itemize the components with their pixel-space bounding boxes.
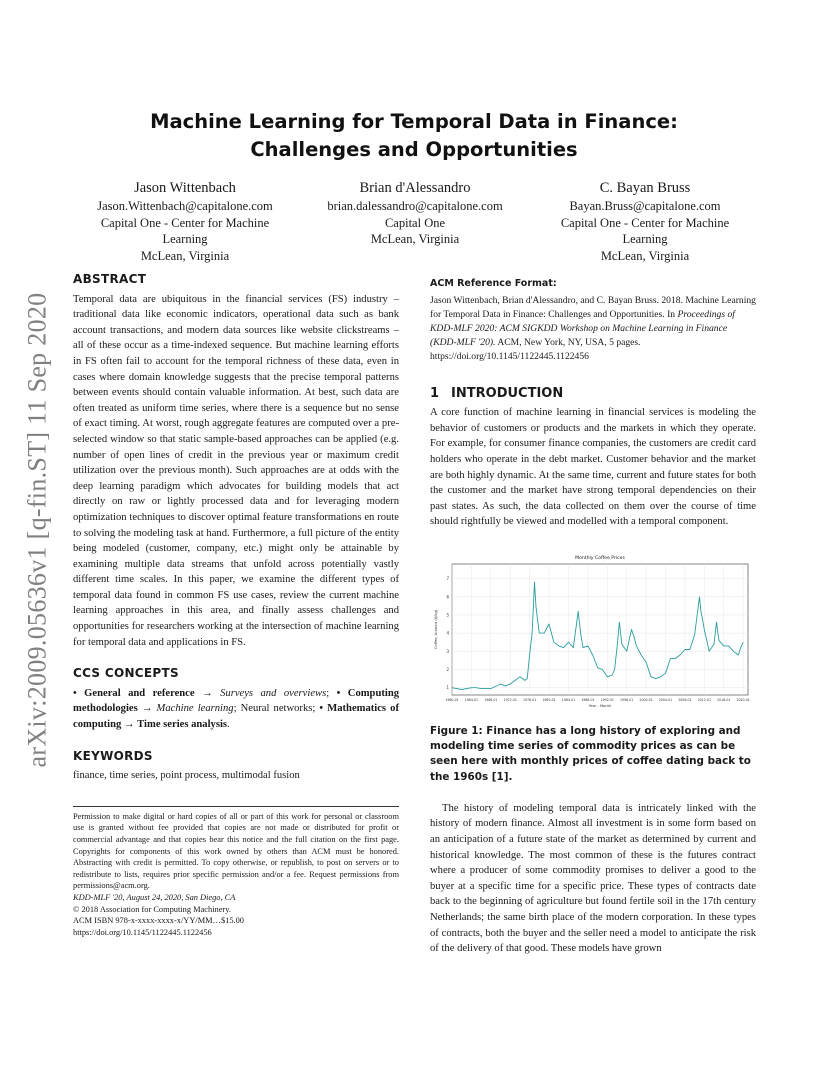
ccs-concepts: [73, 686, 399, 733]
x-tick-label: 1980-01: [542, 697, 556, 702]
x-tick-label: 2016-01: [717, 697, 731, 702]
author-email: Bayan.Bruss@capitalone.com: [569, 199, 721, 213]
coffee-price-chart: [430, 550, 756, 720]
doi: https://doi.org/10.1145/1122445.1122456: [73, 927, 212, 937]
x-tick-label: 2012-01: [697, 697, 711, 702]
abstract-text: Temporal data are ubiquitous in the financial services (FS) industry – traditional data like economic indicators, operational data such as bank account transactions, and modern data sources like website clickstreams – all of these occur as a time-indexed sequence. But machine learning efforts in FS often fail to account for the temporal richness of these data, even in cases where domain knowledge suggests that the precise temporal patterns between events should contain valuable information. At best, such data are often treated as uniform time series, where there is a sequence but no sense of exact timing. At worst, rough aggregate features are computed over a pre-selected window so that static sample-based approaches can be applied (e.g. number of open lines of credit in the previous year or maximum credit utilization over the previous month). Such approaches are at odds with the deep learning paradigm which advocates for building models that act directly on raw or lightly processed data and for leveraging modern optimization techniques to discover optimal feature transformations en route to solving the modeling task at hand. Furthermore, a full picture of the entity being modeled (customer, company, etc.) might only be attainable by examining multiple data streams that unfold across potentially vastly different time scales. In this paper, we examine the different types of temporal data found in common FS use cases, review the current machine learning approaches in this area, and finally assess challenges and opportunities for researchers working at the intersection of machine learning for temporal data and applications in FS.: [73, 293, 399, 648]
section-title: INTRODUCTION: [451, 385, 564, 401]
chart-title: Monthly Coffee Prices: [575, 555, 625, 561]
left-column: [73, 272, 399, 938]
ccs-term: • General and reference: [73, 687, 195, 699]
acm-ref-text: Jason Wittenbach, Brian d'Alessandro, and C. Bayan Bruss. 2018. Machine Learning for Temporal Data in Finance: Challenges and Opportunities. In: [430, 294, 756, 320]
x-tick-label: 2020-01: [736, 697, 750, 702]
footnote: [73, 811, 399, 939]
author-1: [70, 178, 300, 264]
x-tick-label: 1996-01: [620, 697, 634, 702]
title-line-1: Machine Learning for Temporal Data in Finance:: [150, 110, 678, 133]
author-location: McLean, Virginia: [140, 248, 230, 263]
acm-ref-heading: ACM Reference Format:: [430, 278, 557, 289]
ccs-term: Surveys and overviews: [220, 687, 327, 699]
x-tick-label: 1968-01: [484, 697, 498, 702]
author-name: C. Bayan Bruss: [599, 180, 691, 196]
plot-area: [452, 564, 748, 695]
figure-1: [430, 550, 756, 720]
y-tick-label: 7: [446, 575, 449, 581]
footnote-divider: [73, 806, 399, 807]
y-tick-label: 1: [446, 685, 449, 691]
copyright: © 2018 Association for Computing Machinery.: [73, 904, 231, 914]
x-tick-label: 2004-01: [658, 697, 673, 702]
x-tick-label: 1972-01: [503, 697, 517, 702]
x-tick-label: 2000-01: [639, 697, 653, 702]
ccs-arrow: →: [121, 719, 138, 731]
author-email: Jason.Wittenbach@capitalone.com: [97, 199, 273, 213]
ccs-term: • Computing methodologies: [73, 687, 400, 715]
intro-paragraph-2: The history of modeling temporal data is intricately linked with the history of modern finance. Almost all investment is in some form based on an anticipation of a future state of the market as determined by current and historical knowledge. The most common of these is the futures contract where a producer of some commodity promises to deliver a good to the buyer at a specific time for a specific price. These types of contracts date back to the beginning of agriculture but found fertile soil in the 17th century Netherlands; the same birth place of the modern corporation. In these types of contracts, both the buyer and the seller need a model to anticipate the risk of the delivery of that good. These models have grown: [430, 802, 756, 955]
arxiv-stamp: [22, 280, 52, 780]
ccs-arrow: →: [194, 687, 221, 699]
section-number: 1: [430, 385, 440, 401]
author-affiliation-cont: Learning: [622, 232, 668, 246]
ccs-term: Time series analysis: [137, 719, 228, 731]
ccs-arrow: →: [137, 703, 157, 715]
y-tick-label: 6: [446, 594, 449, 600]
author-location: McLean, Virginia: [600, 248, 690, 263]
author-name: Jason Wittenbach: [134, 180, 236, 196]
venue: KDD-MLF '20, August 24, 2020, San Diego, CA: [73, 892, 236, 902]
y-tick-label: 5: [446, 612, 449, 618]
y-tick-label: 2: [446, 666, 449, 672]
y-tick-label: 4: [446, 630, 449, 636]
author-affiliation: Capital One: [384, 215, 446, 230]
intro-paragraph-1: A core function of machine learning in financial services is modeling the behavior of customers or products and the markets in which they operate. For example, for consumer finance companies, the customers are credit card holders who operate in the debt market. Customer behavior and the market are both highly dynamic. At the same time, current and future states for both the customer and the market have strong temporal dependencies on their past states. As such, the data collected on them over the course of time should rightfully be viewed and modelled with a temporal component.: [430, 407, 756, 528]
ccs-separator: ;: [326, 687, 337, 699]
figure-caption: Figure 1: Finance has a long history of exploring and modeling time series of commodity prices as can be seen here with monthly prices of coffee dating back to the 1960s [1].: [430, 724, 751, 783]
paper-title: [100, 108, 728, 164]
x-tick-label: 2008-01: [678, 697, 692, 702]
ccs-term: • Mathematics of computing: [73, 703, 399, 731]
keywords-heading: KEYWORDS: [73, 748, 153, 763]
author-email: brian.dalessandro@capitalone.com: [327, 199, 503, 213]
y-tick-label: 3: [446, 648, 449, 654]
author-affiliation: Capital One - Center for Machine: [100, 215, 270, 230]
isbn: ACM ISBN 978-x-xxxx-xxxx-x/YY/MM…$15.00: [73, 916, 244, 926]
acm-reference: [430, 294, 756, 364]
abstract-heading: ABSTRACT: [73, 272, 147, 286]
x-tick-label: 1988-01: [581, 697, 595, 702]
x-axis-label: Year - Month: [588, 703, 612, 708]
intro-heading: [430, 386, 756, 402]
keywords-text: finance, time series, point process, multimodal fusion: [73, 770, 300, 782]
arxiv-identifier: arXiv:2009.05636v1 [q-fin.ST] 11 Sep 2020: [22, 292, 51, 768]
author-affiliation-cont: Learning: [162, 232, 208, 246]
author-3: [530, 178, 760, 264]
ccs-end: .: [227, 719, 230, 731]
x-tick-label: 1992-01: [600, 697, 614, 702]
title-line-2: Challenges and Opportunities: [250, 138, 578, 161]
author-2: [300, 178, 530, 248]
ccs-term: Machine learning: [156, 703, 234, 715]
x-tick-label: 1960-01: [445, 697, 459, 702]
ccs-term: ; Neural networks;: [233, 703, 320, 715]
author-name: Brian d'Alessandro: [359, 180, 471, 196]
author-location: McLean, Virginia: [370, 232, 460, 246]
x-tick-label: 1976-01: [522, 697, 537, 702]
y-axis-label: Coffee, Arabica ($/kg): [434, 609, 438, 650]
acm-ref-text: ACM, New York, NY, USA, 5 pages. https://doi.org/10.1145/1122445.1122456: [430, 336, 641, 362]
x-tick-label: 1984-01: [561, 697, 576, 702]
author-affiliation: Capital One - Center for Machine: [560, 215, 730, 230]
acm-ref-proceedings: Proceedings of KDD-MLF 2020: ACM SIGKDD Workshop on Machine Learning in Finance (KDD-MLF '20).: [430, 308, 735, 348]
ccs-heading: CCS CONCEPTS: [73, 666, 179, 681]
permission-notice: Permission to make digital or hard copies of all or part of this work for personal or classroom use is granted without fee provided that copies are not made or distributed for profit or commercial advantage and that copies bear this notice and the full citation on the first page. Copyrights for components of this work owned by others than ACM must be honored. Abstracting with credit is permitted. To copy otherwise, or republish, to post on servers or to redistribute to lists, requires prior specific permission and/or a fee. Request permissions from permissions@acm.org.: [73, 811, 399, 891]
x-tick-label: 1964-01: [464, 697, 479, 702]
right-column: [430, 276, 756, 957]
